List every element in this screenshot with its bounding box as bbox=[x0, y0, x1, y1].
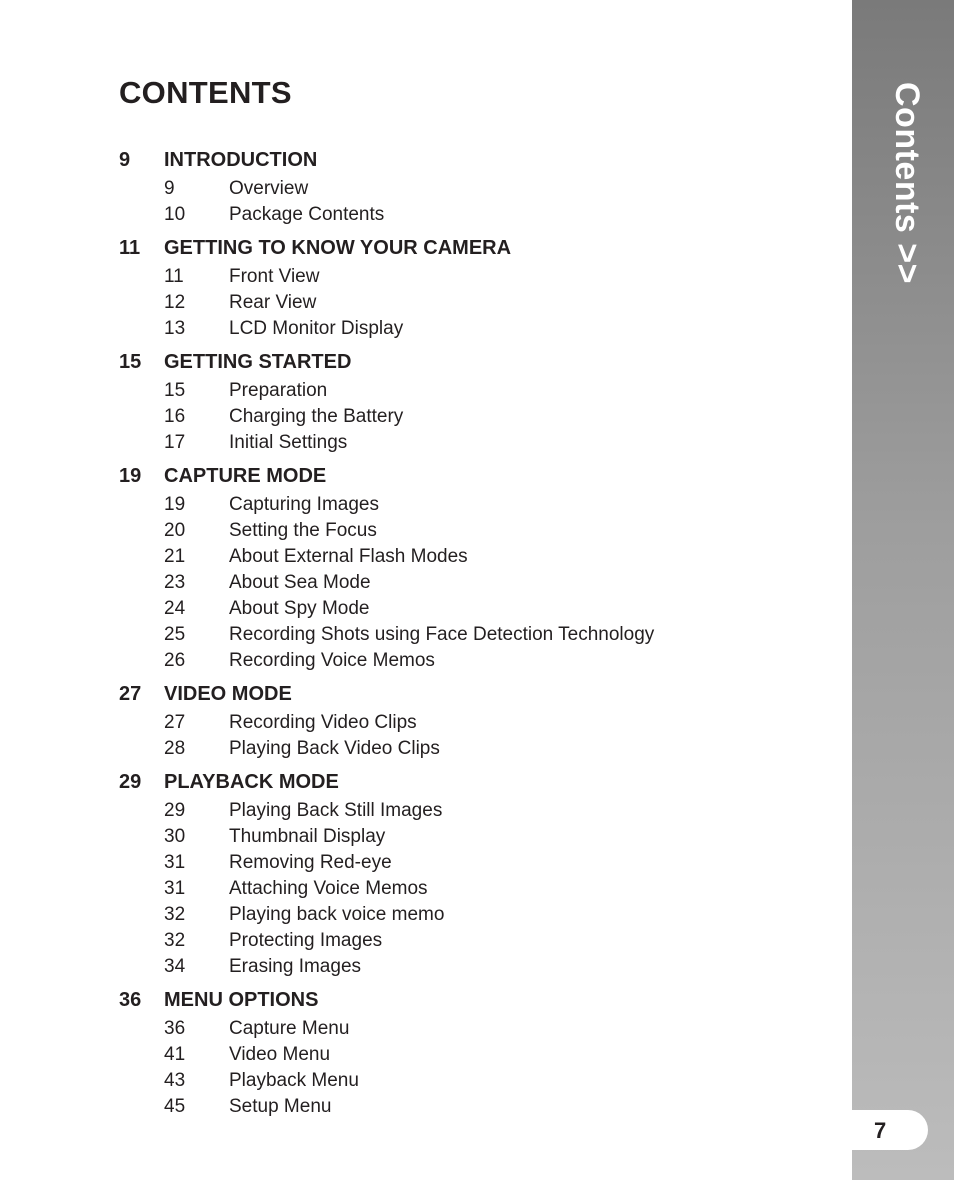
entry-page-number: 11 bbox=[164, 266, 184, 287]
entry-title: Preparation bbox=[229, 380, 328, 401]
toc-entry[interactable] bbox=[119, 492, 819, 518]
entry-title: Protecting Images bbox=[229, 930, 383, 951]
entry-title: About Spy Mode bbox=[229, 598, 370, 619]
entry-page-number: 29 bbox=[164, 800, 186, 821]
entry-page-number: 16 bbox=[164, 406, 186, 427]
entry-title: Front View bbox=[229, 266, 320, 287]
toc-section bbox=[119, 460, 819, 674]
entry-page-number: 20 bbox=[164, 520, 186, 541]
entry-page-number: 19 bbox=[164, 494, 186, 515]
toc-section-heading[interactable] bbox=[119, 232, 819, 264]
section-page-number: 15 bbox=[119, 351, 142, 373]
entry-title: Erasing Images bbox=[229, 956, 362, 977]
entry-page-number: 36 bbox=[164, 1018, 186, 1039]
entry-title: Setup Menu bbox=[229, 1096, 332, 1117]
entry-page-number: 45 bbox=[164, 1096, 186, 1117]
page-number: 7 bbox=[874, 1118, 887, 1143]
toc-entry[interactable] bbox=[119, 176, 819, 202]
toc-section-heading[interactable] bbox=[119, 144, 819, 176]
toc-section-heading[interactable] bbox=[119, 346, 819, 378]
entry-title: Playing Back Video Clips bbox=[229, 738, 440, 759]
entry-page-number: 30 bbox=[164, 826, 186, 847]
toc-entry[interactable] bbox=[119, 876, 819, 902]
entry-page-number: 23 bbox=[164, 572, 186, 593]
entry-title: Initial Settings bbox=[229, 432, 348, 453]
toc-entry[interactable] bbox=[119, 378, 819, 404]
entry-title: Attaching Voice Memos bbox=[229, 878, 428, 899]
entry-page-number: 15 bbox=[164, 380, 186, 401]
entry-title: Playback Menu bbox=[229, 1070, 359, 1091]
entry-title: Removing Red-eye bbox=[229, 852, 392, 873]
entry-page-number: 21 bbox=[164, 546, 186, 567]
toc-section bbox=[119, 766, 819, 980]
toc-section bbox=[119, 678, 819, 762]
toc-section bbox=[119, 346, 819, 456]
page-number-badge bbox=[852, 1110, 928, 1150]
toc-entry[interactable] bbox=[119, 622, 819, 648]
toc-entry[interactable] bbox=[119, 850, 819, 876]
entry-page-number: 13 bbox=[164, 318, 186, 339]
toc-entry[interactable] bbox=[119, 316, 819, 342]
toc-entry[interactable] bbox=[119, 648, 819, 674]
toc-entry[interactable] bbox=[119, 518, 819, 544]
entry-page-number: 31 bbox=[164, 852, 186, 873]
toc-entry[interactable] bbox=[119, 954, 819, 980]
entry-page-number: 12 bbox=[164, 292, 186, 313]
toc-section bbox=[119, 984, 819, 1120]
toc-entry[interactable] bbox=[119, 544, 819, 570]
toc-section-heading[interactable] bbox=[119, 766, 819, 798]
entry-title: Recording Video Clips bbox=[229, 712, 417, 733]
entry-page-number: 41 bbox=[164, 1044, 186, 1065]
toc-entry[interactable] bbox=[119, 1016, 819, 1042]
section-page-number: 27 bbox=[119, 683, 142, 705]
entry-page-number: 24 bbox=[164, 598, 186, 619]
entry-title: Capture Menu bbox=[229, 1018, 350, 1039]
table-of-contents bbox=[119, 144, 819, 1124]
section-page-number: 29 bbox=[119, 771, 142, 793]
toc-section-heading[interactable] bbox=[119, 460, 819, 492]
section-title: PLAYBACK MODE bbox=[164, 771, 339, 793]
section-page-number: 19 bbox=[119, 465, 142, 487]
entry-page-number: 32 bbox=[164, 930, 186, 951]
section-page-number: 9 bbox=[119, 149, 131, 171]
toc-entry[interactable] bbox=[119, 570, 819, 596]
toc-entry[interactable] bbox=[119, 824, 819, 850]
section-title: GETTING STARTED bbox=[164, 351, 352, 373]
entry-page-number: 28 bbox=[164, 738, 186, 759]
entry-title: Playing back voice memo bbox=[229, 904, 445, 925]
toc-entry[interactable] bbox=[119, 1042, 819, 1068]
section-title: CAPTURE MODE bbox=[164, 465, 327, 487]
page-title: CONTENTS bbox=[119, 75, 292, 110]
side-tab bbox=[852, 0, 954, 1180]
entry-title: Overview bbox=[229, 178, 309, 199]
entry-page-number: 17 bbox=[164, 432, 186, 453]
toc-entry[interactable] bbox=[119, 290, 819, 316]
entry-page-number: 27 bbox=[164, 712, 186, 733]
toc-entry[interactable] bbox=[119, 264, 819, 290]
entry-title: Thumbnail Display bbox=[229, 826, 386, 847]
toc-entry[interactable] bbox=[119, 404, 819, 430]
entry-page-number: 31 bbox=[164, 878, 186, 899]
entry-title: Package Contents bbox=[229, 204, 385, 225]
section-page-number: 36 bbox=[119, 989, 142, 1011]
entry-title: About External Flash Modes bbox=[229, 546, 468, 567]
entry-title: Capturing Images bbox=[229, 494, 379, 515]
side-tab-label: Contents >> bbox=[888, 82, 926, 284]
section-page-number: 11 bbox=[119, 237, 141, 259]
entry-page-number: 43 bbox=[164, 1070, 186, 1091]
toc-entry[interactable] bbox=[119, 596, 819, 622]
entry-title: Recording Voice Memos bbox=[229, 650, 435, 671]
toc-entry[interactable] bbox=[119, 902, 819, 928]
toc-entry[interactable] bbox=[119, 798, 819, 824]
entry-page-number: 10 bbox=[164, 204, 186, 225]
section-title: GETTING TO KNOW YOUR CAMERA bbox=[164, 237, 512, 259]
entry-page-number: 32 bbox=[164, 904, 186, 925]
toc-entry[interactable] bbox=[119, 928, 819, 954]
toc-section-heading[interactable] bbox=[119, 678, 819, 710]
section-title: MENU OPTIONS bbox=[164, 989, 319, 1011]
entry-title: Video Menu bbox=[229, 1044, 331, 1065]
toc-section bbox=[119, 144, 819, 228]
entry-title: About Sea Mode bbox=[229, 572, 371, 593]
toc-entry[interactable] bbox=[119, 710, 819, 736]
section-title: VIDEO MODE bbox=[164, 683, 292, 705]
entry-title: LCD Monitor Display bbox=[229, 318, 404, 339]
toc-entry[interactable] bbox=[119, 202, 819, 228]
entry-page-number: 34 bbox=[164, 956, 186, 977]
entry-page-number: 9 bbox=[164, 178, 175, 199]
toc-entry[interactable] bbox=[119, 1068, 819, 1094]
entry-title: Setting the Focus bbox=[229, 520, 377, 541]
toc-section-heading[interactable] bbox=[119, 984, 819, 1016]
entry-page-number: 26 bbox=[164, 650, 186, 671]
entry-page-number: 25 bbox=[164, 624, 186, 645]
toc-entry[interactable] bbox=[119, 430, 819, 456]
entry-title: Playing Back Still Images bbox=[229, 800, 443, 821]
toc-section bbox=[119, 232, 819, 342]
toc-entry[interactable] bbox=[119, 1094, 819, 1120]
toc-entry[interactable] bbox=[119, 736, 819, 762]
entry-title: Rear View bbox=[229, 292, 317, 313]
entry-title: Recording Shots using Face Detection Technology bbox=[229, 624, 655, 645]
section-title: INTRODUCTION bbox=[164, 149, 318, 171]
entry-title: Charging the Battery bbox=[229, 406, 404, 427]
